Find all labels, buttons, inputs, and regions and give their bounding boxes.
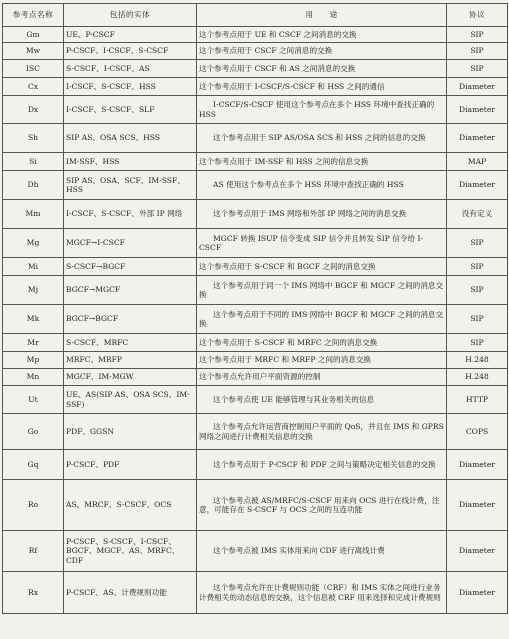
usage-cell: 这个参考点用于不同的 IMS 网络中 BGCF 和 MGCF 之间的消息交换 [197,305,447,334]
reference-point-name: Si [3,153,64,171]
reference-point-name: Ut [3,386,64,414]
table-header-row [3,4,508,27]
protocol-cell: Diameter [447,96,508,124]
protocol-cell: Diameter [447,531,508,572]
entities-cell: S-CSCF→BGCF [64,258,197,276]
entities-cell: MGCF、IM-MGW [64,369,197,386]
reference-point-name: Go [3,414,64,450]
reference-point-name: Mp [3,352,64,369]
reference-point-name: Gm [3,27,64,43]
reference-point-name: Mm [3,200,64,229]
reference-point-name: Mg [3,229,64,258]
usage-cell: 这个参考点用于 UE 和 CSCF 之间消息的交换 [197,27,447,43]
entities-cell: UE、AS(SIP AS、OSA SCS、IM-SSF) [64,386,197,414]
protocol-cell: H.248 [447,369,508,386]
protocol-cell: Diameter [447,171,508,200]
table-row [3,386,508,414]
entities-cell: UE、P-CSCF [64,27,197,43]
entities-cell: I-CSCF、S-CSCF、SLF [64,96,197,124]
usage-cell: 这个参考点使 UE 能够管理与其业务相关的信息 [197,386,447,414]
usage-cell: 这个参考点用于同一个 IMS 网络中 BGCF 和 MGCF 之间的消息交换 [197,276,447,305]
entities-cell: P-CSCF、S-CSCF、I-CSCF、BGCF、MGCF、AS、MRFC、CDF [64,531,197,572]
entities-cell: IM-SSF、HSS [64,153,197,171]
protocol-cell: SIP [447,229,508,258]
table-row [3,414,508,450]
entities-cell: P-CSCF、AS、计费规则功能 [64,572,197,614]
reference-point-name: Mj [3,276,64,305]
usage-cell: 这个参考点用于 CSCF 之间消息的交换 [197,43,447,60]
reference-point-name: Mk [3,305,64,334]
protocol-cell: Diameter [447,78,508,96]
protocol-cell: Diameter [447,450,508,480]
table-row [3,334,508,352]
table-row [3,200,508,229]
usage-cell: 这个参考点用于 CSCF 和 AS 之间消息的交换 [197,60,447,78]
usage-cell: 这个参考点用于 I-CSCF/S-CSCF 和 HSS 之间的通信 [197,78,447,96]
protocol-cell: Diameter [447,572,508,614]
table-row [3,78,508,96]
usage-cell: 这个参考点用于 P-CSCF 和 PDF 之间与策略决定相关信息的交换 [197,450,447,480]
reference-point-name: ISC [3,60,64,78]
entities-cell: PDF、GGSN [64,414,197,450]
entities-cell: P-CSCF、PDF [64,450,197,480]
entities-cell: P-CSCF、I-CSCF、S-CSCF [64,43,197,60]
entities-cell: BGCF→MGCF [64,276,197,305]
protocol-cell: SIP [447,27,508,43]
reference-point-name: Mr [3,334,64,352]
header-usage: 用 途 [197,4,447,27]
table-row [3,369,508,386]
table-row [3,229,508,258]
protocol-cell: COPS [447,414,508,450]
usage-cell: 这个参考点用于 S-CSCF 和 BGCF 之间的消息交换 [197,258,447,276]
reference-point-name: Sh [3,124,64,153]
usage-cell: 这个参考点用于 IM-SSF 和 HSS 之间的信息交换 [197,153,447,171]
usage-cell: 这个参考点用于 SIP AS/OSA SCS 和 HSS 之间的信息的交换 [197,124,447,153]
usage-cell: I-CSCF/S-CSCF 使用这个参考点在多个 HSS 环境中查找正确的 HSS [197,96,447,124]
usage-cell: 这个参考点被 IMS 实体用来向 CDF 进行离线计费 [197,531,447,572]
protocol-cell: SIP [447,305,508,334]
usage-cell: 这个参考点用于 MRFC 和 MRFP 之间的消息交换 [197,352,447,369]
table-row [3,96,508,124]
protocol-cell: SIP [447,276,508,305]
table-row [3,305,508,334]
protocol-cell: HTTP [447,386,508,414]
reference-point-name: Dx [3,96,64,124]
table-row [3,480,508,531]
protocol-cell: MAP [447,153,508,171]
protocol-cell: H.248 [447,352,508,369]
usage-cell: AS 使用这个参考点在多个 HSS 环境中查找正确的 HSS [197,171,447,200]
table-row [3,124,508,153]
protocol-cell: 没有定义 [447,200,508,229]
table-row [3,171,508,200]
reference-point-name: Rx [3,572,64,614]
protocol-cell: Diameter [447,480,508,531]
entities-cell: S-CSCF、MRFC [64,334,197,352]
reference-point-name: Cx [3,78,64,96]
usage-cell: MGCF 转换 ISUP 信令变成 SIP 信令并且转发 SIP 信令给 I-CSCF [197,229,447,258]
header-entities: 包括的实体 [64,4,197,27]
header-reference-point: 参考点名称 [3,4,64,27]
usage-cell: 这个参考点允许在计费规则功能（CRF）和 IMS 实体之间进行业务计费相关的动态信息的交换，这个信息被 CRF 用来选择和完成计费规则 [197,572,447,614]
entities-cell: SIP AS、OSA、SCF、IM-SSF、HSS [64,171,197,200]
table-row [3,450,508,480]
header-protocol: 协议 [447,4,508,27]
table-row [3,572,508,614]
protocol-cell: SIP [447,43,508,60]
table-row [3,258,508,276]
table-row [3,60,508,78]
table-row [3,43,508,60]
table-row [3,276,508,305]
table-row [3,531,508,572]
reference-point-name: Gq [3,450,64,480]
protocol-cell: SIP [447,334,508,352]
usage-cell: 这个参考点允许运营商控制用户平面的 QoS，并且在 IMS 和 GPRS 网络之间进行计费相关信息的交换 [197,414,447,450]
entities-cell: S-CSCF、I-CSCF、AS [64,60,197,78]
protocol-cell: SIP [447,60,508,78]
reference-point-name: Mi [3,258,64,276]
entities-cell: SIP AS、OSA SCS、HSS [64,124,197,153]
reference-point-name: Mw [3,43,64,60]
entities-cell: I-CSCF、S-CSCF、外部 IP 网络 [64,200,197,229]
entities-cell: MGCF→I-CSCF [64,229,197,258]
reference-point-name: Rf [3,531,64,572]
usage-cell: 这个参考点允许用户平面资源的控制 [197,369,447,386]
table-row [3,27,508,43]
table-row [3,352,508,369]
reference-point-name: Dh [3,171,64,200]
entities-cell: AS、MRCF、S-CSCF、OCS [64,480,197,531]
protocol-cell: SIP [447,258,508,276]
table-row [3,153,508,171]
reference-point-name: Ro [3,480,64,531]
entities-cell: BGCF→BGCF [64,305,197,334]
reference-point-name: Mn [3,369,64,386]
usage-cell: 这个参考点用于 IMS 网络和外部 IP 网络之间的消息交换 [197,200,447,229]
reference-point-table [2,3,508,614]
usage-cell: 这个参考点用于 S-CSCF 和 MRFC 之间的消息交换 [197,334,447,352]
usage-cell: 这个参考点被 AS/MRFC/S-CSCF 用来向 OCS 进行在线计费，注意，可能存在 S-CSCF 与 OCS 之间的互连功能 [197,480,447,531]
entities-cell: MRFC、MRFP [64,352,197,369]
protocol-cell: Diameter [447,124,508,153]
entities-cell: I-CSCF、S-CSCF、HSS [64,78,197,96]
